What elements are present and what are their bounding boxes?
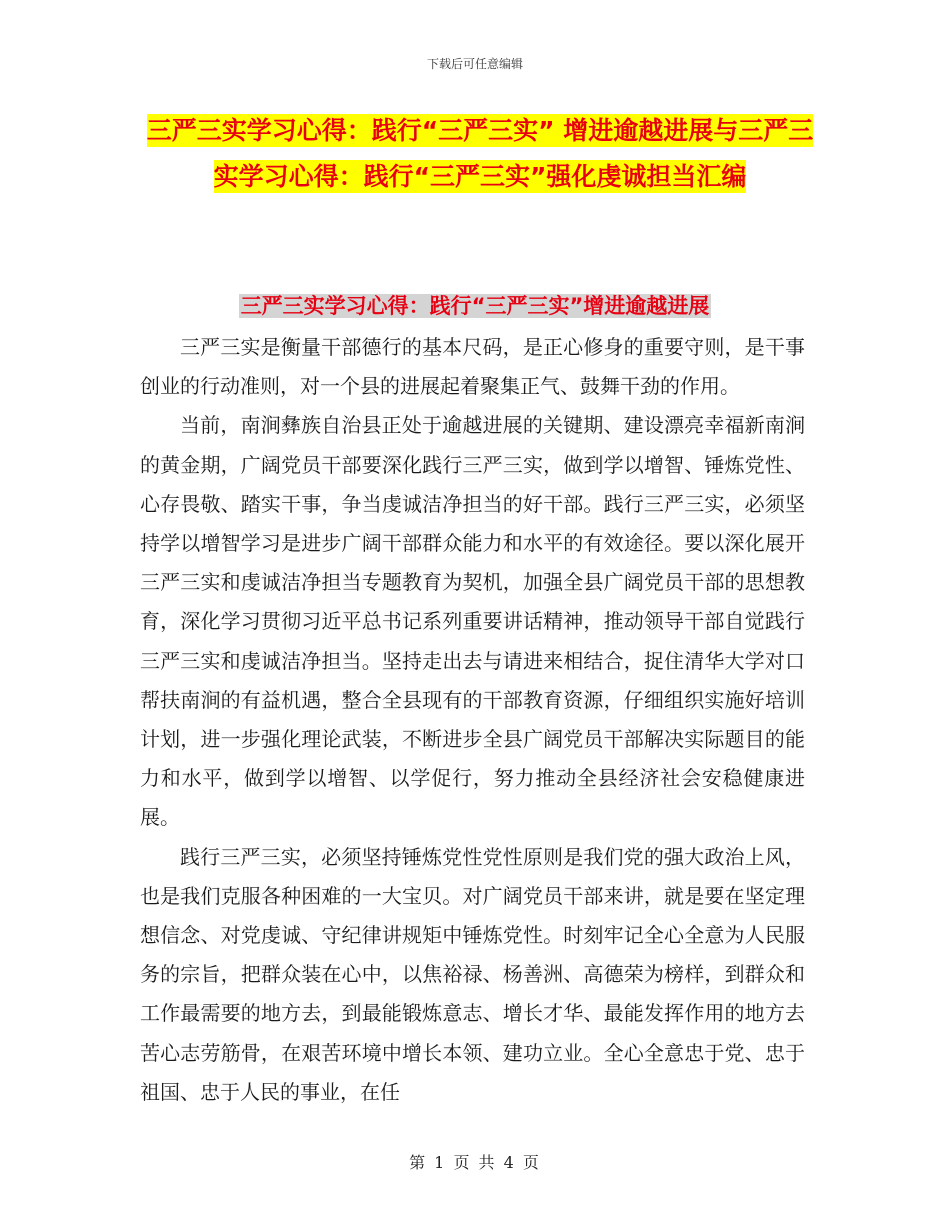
document-title-text: 三严三实学习心得：践行“三严三实” 增进逾越进展与三严三实学习心得：践行“三严三实”强化虔诚担当汇编 — [146, 116, 814, 191]
section-title — [0, 290, 950, 322]
paragraph: 三严三实是衡量干部德行的基本尺码，是正心修身的重要守则，是干事创业的行动准则，对一个县的进展起着聚集正气、鼓舞干劲的作用。 — [140, 335, 805, 399]
paragraph: 践行三严三实，必须坚持锤炼党性党性原则是我们党的强大政治上风，也是我们克服各种困难的一大宝贝。对广阔党员干部来讲，就是要在坚定理想信念、对党虔诚、守纪律讲规矩中锤炼党性。时刻牢记全心全意为人民服务的宗旨，把群众装在心中，以焦裕禄、杨善洲、高德荣为榜样，到群众和工作最需要的地方去，到最能锻炼意志、增长才华、最能发挥作用的地方去苦心志劳筋骨，在艰苦环境中增长本领、建功立业。全心全意忠于党、忠于祖国、忠于人民的事业，在任 — [140, 844, 805, 1104]
page-number-footer: 第 1 页 共 4 页 — [409, 1153, 541, 1172]
section-title-text: 三严三实学习心得：践行“三严三实”增进逾越进展 — [240, 294, 710, 318]
document-title — [135, 108, 825, 200]
paragraph: 当前，南涧彝族自治县正处于逾越进展的关键期、建设漂亮幸福新南涧的黄金期，广阔党员干部要深化践行三严三实，做到学以增智、锤炼党性、心存畏敬、踏实干事，争当虔诚洁净担当的好干部。践行三严三实，必须坚持学以增智学习是进步广阔干部群众能力和水平的有效途径。要以深化展开三严三实和虔诚洁净担当专题教育为契机，加强全县广阔党员干部的思想教育，深化学习贯彻习近平总书记系列重要讲话精神，推动领导干部自觉践行三严三实和虔诚洁净担当。坚持走出去与请进来相结合，捉住清华大学对口帮扶南涧的有益机遇，整合全县现有的干部教育资源，仔细组织实施好培训计划，进一步强化理论武装，不断进步全县广阔党员干部解决实际题目的能力和水平，做到学以增智、以学促行，努力推动全县经济社会安稳健康进展。 — [140, 413, 805, 830]
document-body — [140, 328, 805, 1112]
page-header-note: 下载后可任意编辑 — [426, 57, 523, 71]
